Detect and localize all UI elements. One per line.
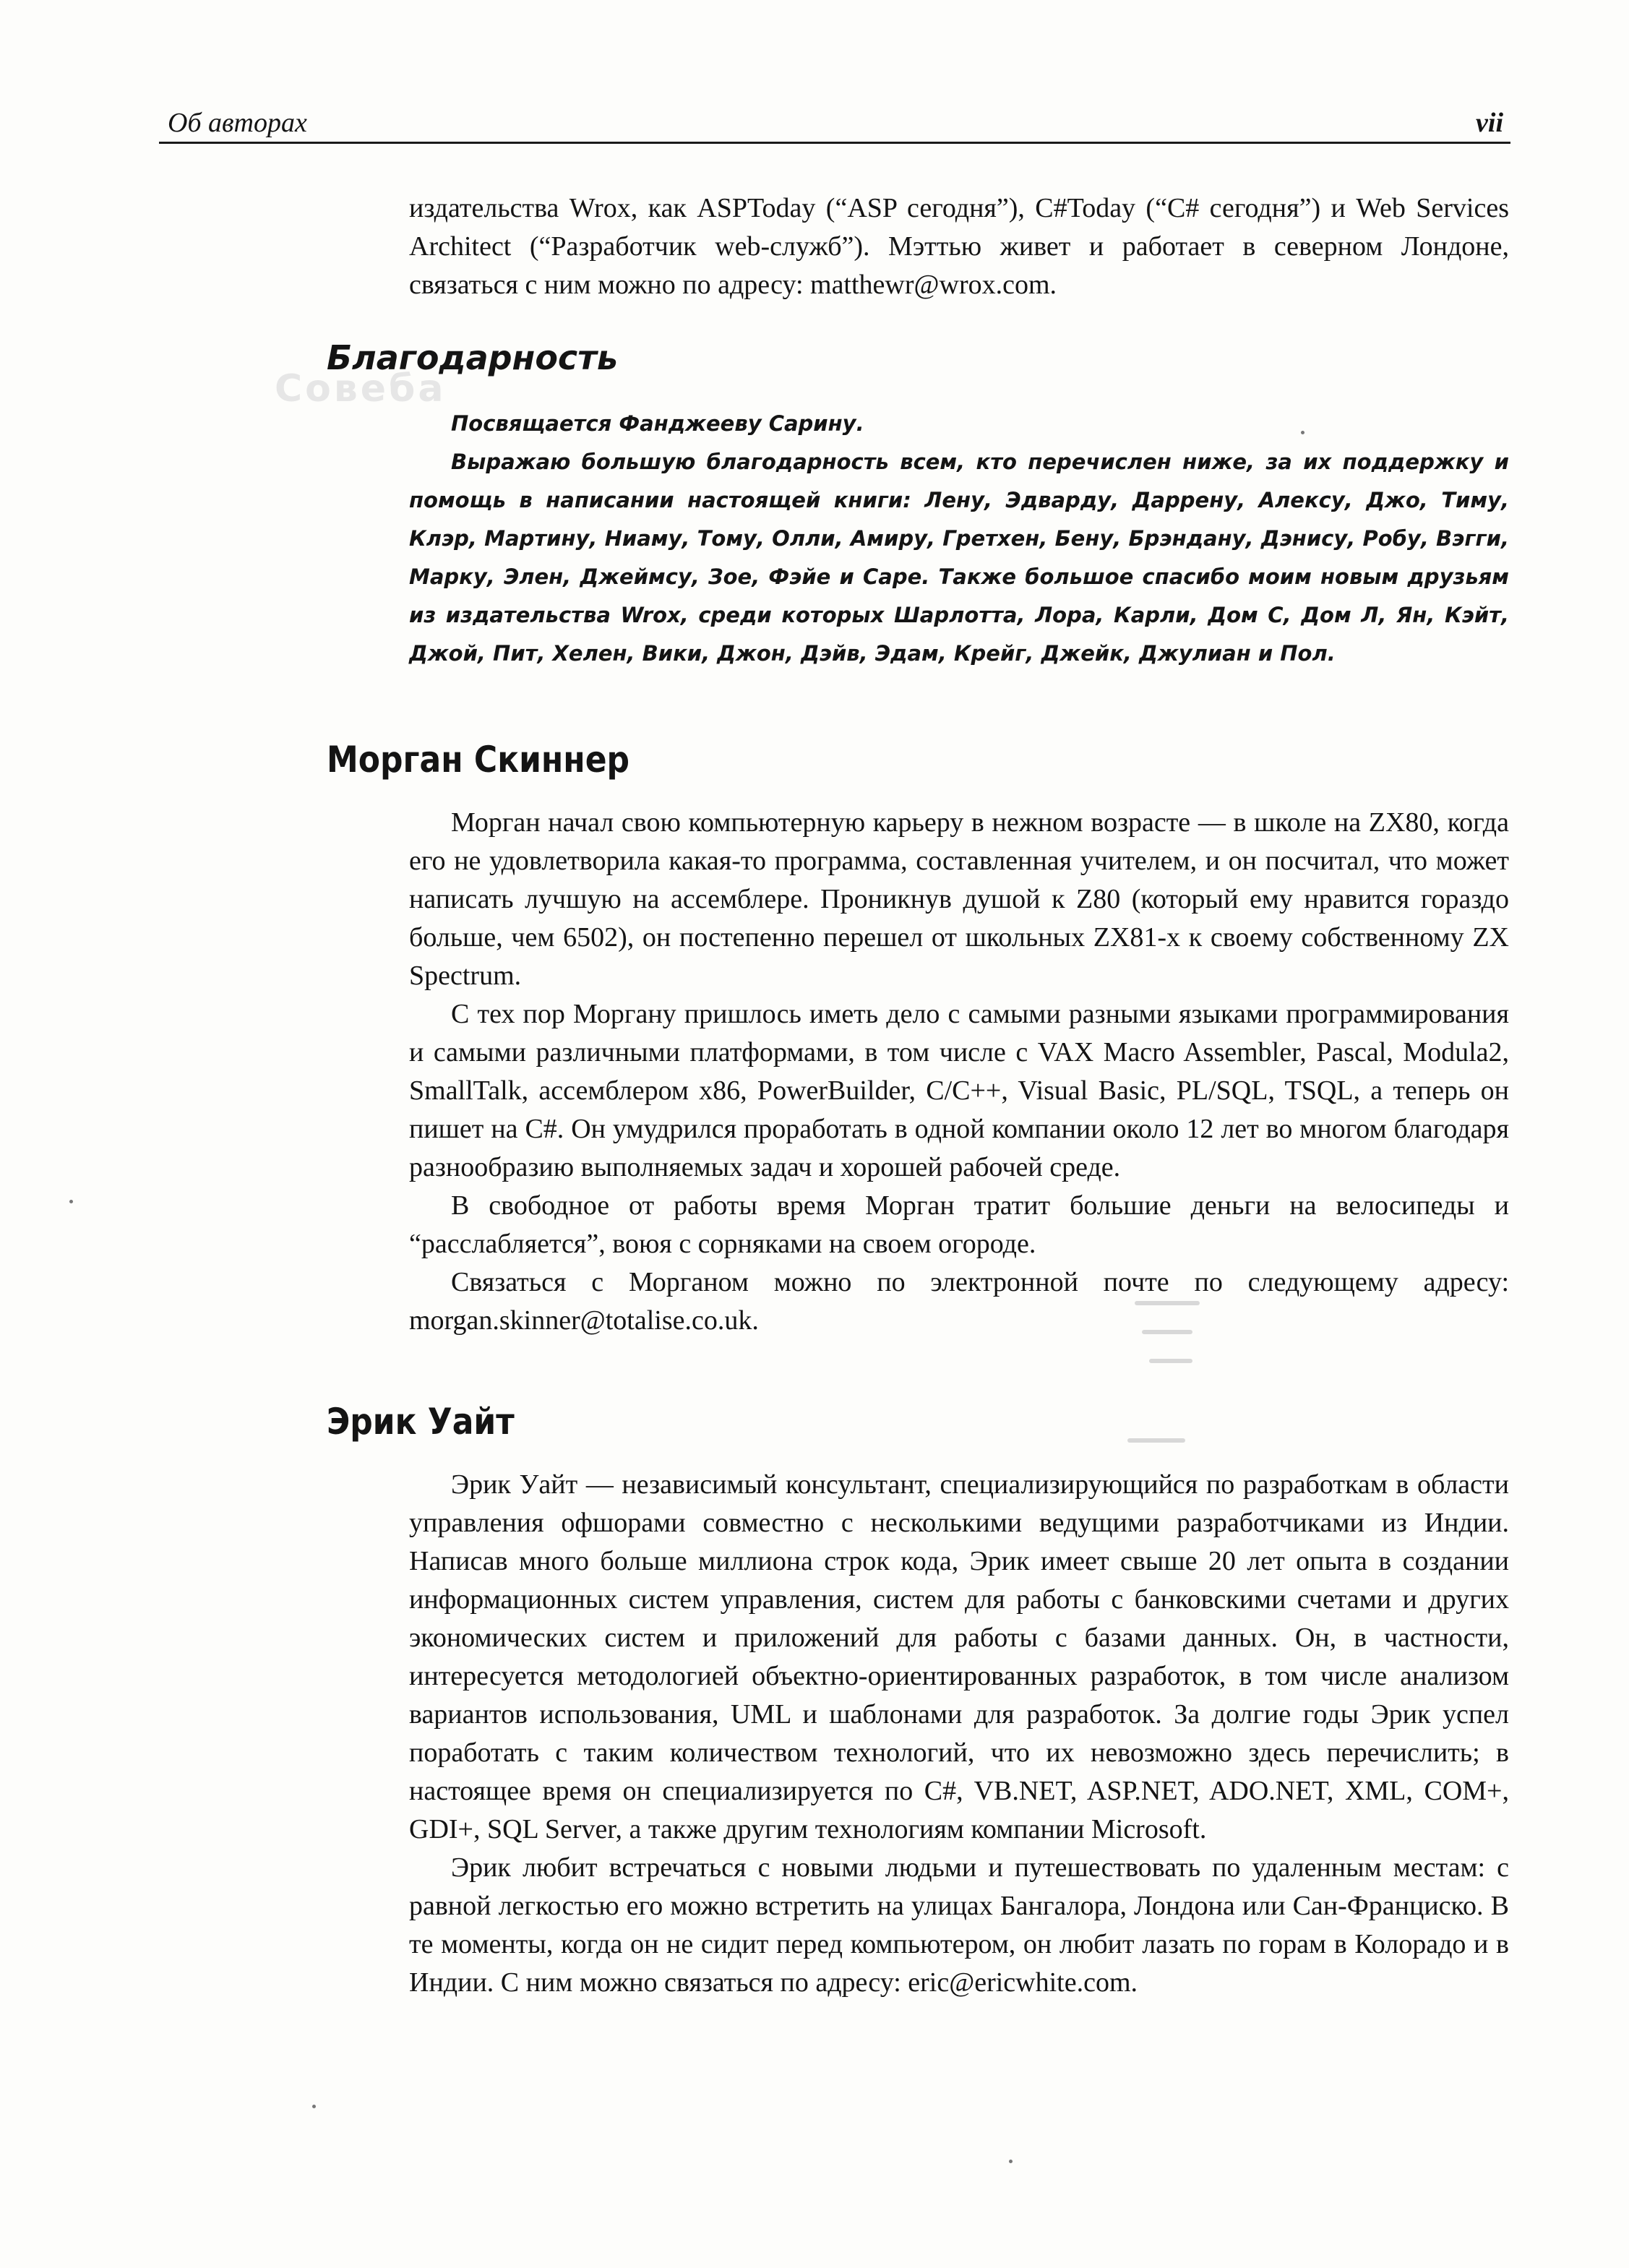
eric-white-section <box>409 1466 1509 2002</box>
morgan-paragraph-4: Связаться с Морганом можно по электронной почте по следующему адресу: morgan.skinner@totalise.co.uk. <box>409 1267 1509 1336</box>
morgan-paragraph-2: С тех пор Моргану пришлось иметь дело с самыми разными языками программирования и самыми различными платформами, в том числе с VAX Macro Assembler, Pascal, Modula2, SmallTalk, ассемблером x86, PowerBuilder, C/C++, Visual Basic, PL/SQL, TSQL, а теперь он пишет на C#. Он умудрился проработать в одной компании около 12 лет во многом благодаря разнообразию выполняемых задач и хорошей рабочей среде. <box>409 999 1509 1182</box>
morgan-skinner-heading: Морган Скиннер <box>327 739 630 781</box>
intro-section <box>409 189 1509 304</box>
intro-paragraph: издательства Wrox, как ASPToday (“ASP сегодня”), C#Today (“C# сегодня”) и Web Services Architect (“Разработчик web-служб”). Мэттью живет и работает в северном Лондоне, связаться с ним можно по адресу: matthewr@wrox.com. <box>409 193 1509 300</box>
morgan-paragraph-3: В свободное от работы время Морган тратит большие деньги на велосипеды и “расслабляется”, воюя с сорняками на своем огороде. <box>409 1190 1509 1259</box>
running-head-title: Об авторах <box>168 108 307 138</box>
scan-smudge <box>1135 1301 1200 1305</box>
morgan-skinner-section <box>409 804 1509 1340</box>
scan-speck <box>1301 431 1305 434</box>
scan-speck <box>69 1200 73 1203</box>
eric-white-heading: Эрик Уайт <box>327 1401 515 1443</box>
scan-smudge <box>1142 1330 1192 1334</box>
acknowledgements-section <box>409 405 1509 673</box>
eric-paragraph-1: Эрик Уайт — независимый консультант, специализирующийся по разработкам в области управления офшорами совместно с несколькими ведущими разработчиками из Индии. Написав много больше миллиона строк кода, Эрик имеет свыше 20 лет опыта в создании информационных систем управления, систем для работы с банковскими счетами и других экономических систем и приложений для работы с базами данных. Он, в частности, интересуется методологией объектно-ориентированных разработок, в том числе анализом вариантов использования, UML и шаблонами для разработок. За долгие годы Эрик успел поработать с таким количеством технологий, что их невозможно здесь перечислить; в настоящее время он специализируется по C#, VB.NET, ASP.NET, ADO.NET, XML, COM+, GDI+, SQL Server, а также другим технологиям компании Microsoft. <box>409 1469 1509 1844</box>
eric-paragraph-2: Эрик любит встречаться с новыми людьми и путешествовать по удаленным местам: с равной легкостью его можно встретить на улицах Бангалора, Лондона или Сан-Франциско. В те моменты, когда он не сидит перед компьютером, он любит лазать по горам в Колорадо и в Индии. С ним можно связаться по адресу: eric@ericwhite.com. <box>409 1852 1509 1998</box>
scan-speck <box>1009 2160 1013 2163</box>
scan-speck <box>312 2105 316 2108</box>
running-head <box>159 107 1510 144</box>
acknowledgements-paragraph: Выражаю большую благодарность всем, кто перечислен ниже, за их поддержку и помощь в написании настоящей книги: Лену, Эдварду, Даррену, Алексу, Джо, Тиму, Клэр, Мартину, Ниаму, Тому, Олли, Амиру, Гретхен, Бену, Брэндану, Дэнису, Робу, Вэгги, Марку, Элен, Джеймсу, Зое, Фэйе и Саре. Также большое спасибо моим новым друзьям из издательства Wrox, среди которых Шарлотта, Лора, Карли, Дом С, Дом Л, Ян, Кэйт, Джой, Пит, Хелен, Вики, Джон, Дэйв, Эдам, Крейг, Джейк, Джулиан и Пол. <box>409 450 1509 666</box>
morgan-paragraph-1: Морган начал свою компьютерную карьеру в нежном возрасте — в школе на ZX80, когда его не удовлетворила какая-то программа, составленная учителем, и он посчитал, что может написать лучшую на ассемблере. Проникнув душой к Z80 (который ему нравится гораздо больше, чем 6502), он постепенно перешел от школьных ZX81-х к своему собственному ZX Spectrum. <box>409 807 1509 991</box>
scan-smudge <box>1127 1438 1185 1443</box>
show-through-ghost-text: Cовеба <box>275 367 447 411</box>
page-number: vii <box>1476 108 1503 138</box>
dedication-line: Посвящается Фанджееву Сарину. <box>451 411 864 436</box>
scan-smudge <box>1149 1359 1192 1363</box>
acknowledgements-heading: Благодарность <box>327 338 618 377</box>
